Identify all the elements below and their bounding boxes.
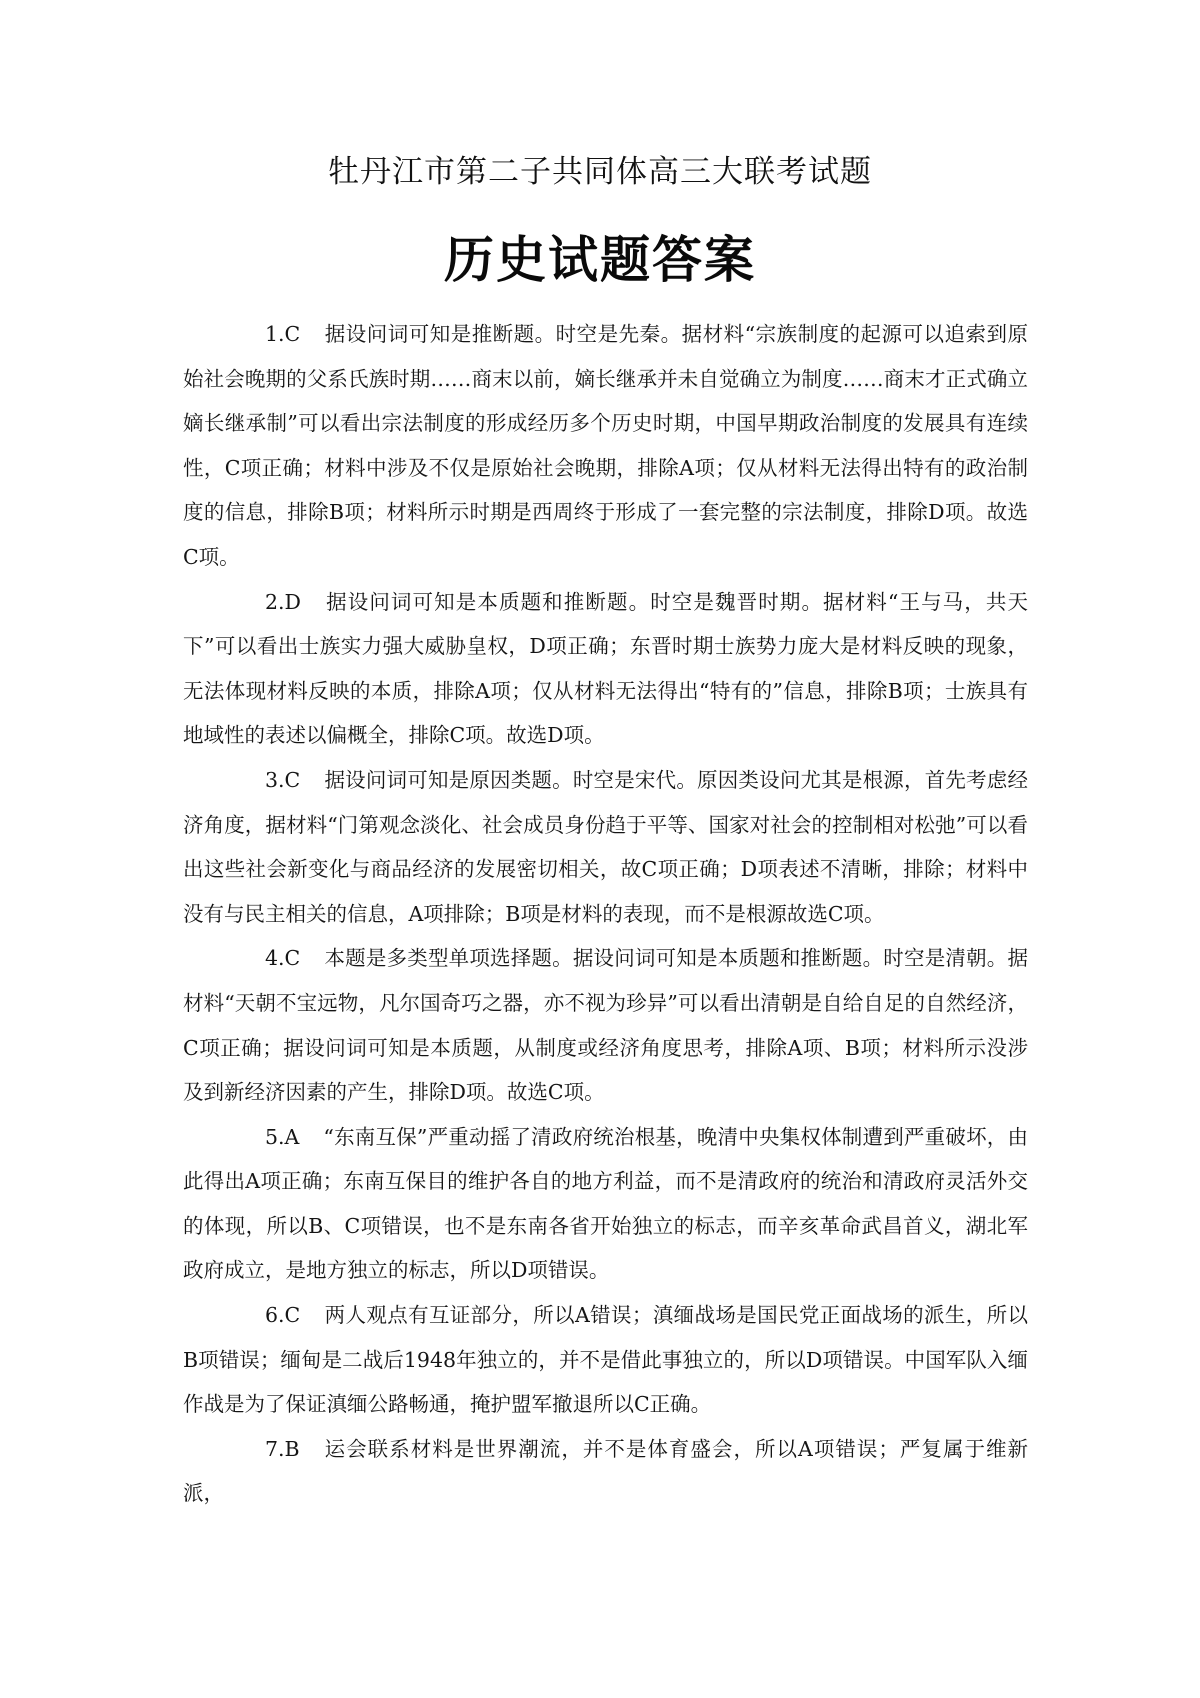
answer-item-1 xyxy=(183,312,1028,580)
exam-title: 历史试题答案 xyxy=(444,231,756,289)
answer-item-7 xyxy=(183,1427,1028,1516)
answer-text: 两人观点有互证部分，所以A错误；滇缅战场是国民党正面战场的派生，所以B项错误；缅甸是二战后1948年独立的，并不是借此事独立的，所以D项错误。中国军队入缅作战是为了保证滇缅公路畅通，掩护盟军撤退所以C正确。 xyxy=(183,1303,1028,1417)
answer-item-3 xyxy=(183,758,1028,936)
answer-text: 据设问词可知是原因类题。时空是宋代。原因类设问尤其是根源，首先考虑经济角度，据材料“门第观念淡化、社会成员身份趋于平等、国家对社会的控制相对松弛”可以看出这些社会新变化与商品经济的发展密切相关，故C项正确；D项表述不清晰，排除；材料中没有与民主相关的信息，A项排除；B项是材料的表现，而不是根源故选C项。 xyxy=(183,767,1028,926)
answer-label: 6.C xyxy=(265,1303,301,1328)
answer-item-2 xyxy=(183,580,1028,758)
exam-subtitle: 牡丹江市第二子共同体高三大联考试题 xyxy=(328,154,872,190)
answer-text: “东南互保”严重动摇了清政府统治根基，晚清中央集权体制遭到严重破坏，由此得出A项正确；东南互保目的维护各自的地方利益，而不是清政府的统治和清政府灵活外交的体现，所以B、C项错误，也不是东南各省开始独立的标志，而辛亥革命武昌首义，湖北军政府成立，是地方独立的标志，所以D项错误。 xyxy=(183,1124,1028,1283)
answer-item-6 xyxy=(183,1293,1028,1427)
answer-label: 1.C xyxy=(265,322,301,346)
answer-label: 7.B xyxy=(265,1436,300,1461)
answer-item-5 xyxy=(183,1115,1028,1293)
answer-label: 3.C xyxy=(265,767,301,792)
answer-item-4 xyxy=(183,936,1028,1114)
answer-text: 本题是多类型单项选择题。据设问词可知是本质题和推断题。时空是清朝。据材料“天朝不宝远物，凡尔国奇巧之器，亦不视为珍异”可以看出清朝是自给自足的自然经济，C项正确；据设问词可知是本质题，从制度或经济角度思考，排除A项、B项；材料所示没涉及到新经济因素的产生，排除D项。故选C项。 xyxy=(183,946,1028,1105)
answer-label: 5.A xyxy=(265,1124,300,1149)
answer-text: 据设问词可知是推断题。时空是先秦。据材料“宗族制度的起源可以追索到原始社会晚期的父系氏族时期……商末以前，嫡长继承并未自觉确立为制度……商末才正式确立嫡长继承制”可以看出宗法制度的形成经历多个历史时期，中国早期政治制度的发展具有连续性，C项正确；材料中涉及不仅是原始社会晚期，排除A项；仅从材料无法得出特有的政治制度的信息，排除B项；材料所示时期是西周终于形成了一套完整的宗法制度，排除D项。故选C项。 xyxy=(183,322,1028,569)
answer-label: 2.D xyxy=(265,589,301,614)
answer-label: 4.C xyxy=(265,946,301,971)
answer-text: 运会联系材料是世界潮流，并不是体育盛会，所以A项错误；严复属于维新派， xyxy=(183,1436,1028,1506)
answer-text: 据设问词可知是本质题和推断题。时空是魏晋时期。据材料“王与马，共天下”可以看出士族实力强大威胁皇权，D项正确；东晋时期士族势力庞大是材料反映的现象，无法体现材料反映的本质，排除A项；仅从材料无法得出“特有的”信息，排除B项；士族具有地域性的表述以偏概全，排除C项。故选D项。 xyxy=(183,589,1028,748)
answer-list xyxy=(183,312,1028,1516)
